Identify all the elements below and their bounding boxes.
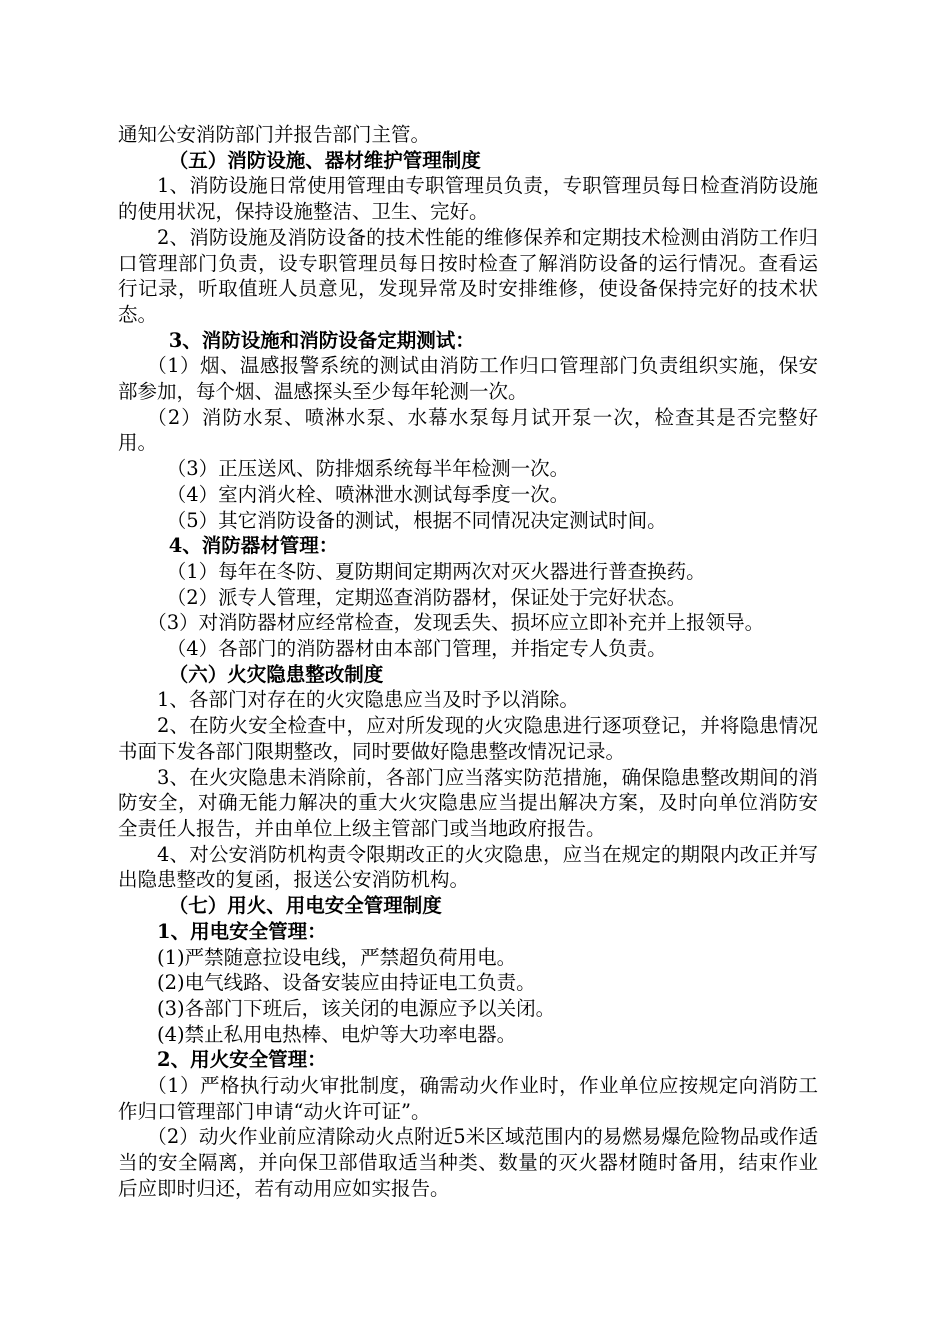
- subsection-heading: 4、消防器材管理：: [168, 534, 339, 558]
- list-item: （4）室内消火栓、喷淋泄水测试每季度一次。: [166, 482, 570, 506]
- section-heading-7: （七）用火、用电安全管理制度: [168, 894, 442, 918]
- list-item: (4)禁止私用电热棒、电炉等大功率电器。: [157, 1022, 517, 1046]
- paragraph: 3、在火灾隐患未消除前，各部门应当落实防范措施，确保隐患整改期间的消防安全，对确无能力解决的重大火灾隐患应当提出解决方案，及时向单位消防安全责任人报告，并由单位上级主管部门或当地政府报告。: [118, 765, 818, 840]
- paragraph-continuation: 通知公安消防部门并报告部门主管。: [118, 123, 431, 146]
- list-item: (1)严禁随意拉设电线，严禁超负荷用电。: [157, 945, 517, 969]
- subsection-heading: 3、消防设施和消防设备定期测试：: [168, 328, 475, 352]
- list-item: (2)电气线路、设备安装应由持证电工负责。: [157, 971, 536, 995]
- list-item: (3)各部门下班后，该关闭的电源应予以关闭。: [157, 996, 556, 1020]
- paragraph: 1、消防设施日常使用管理由专职管理员负责，专职管理员每日检查消防设施的使用状况，保持设施整洁、卫生、完好。: [118, 174, 818, 224]
- section-heading-5: （五）消防设施、器材维护管理制度: [168, 148, 481, 172]
- list-item: （3）对消防器材应经常检查，发现丢失、损坏应立即补充并上报领导。: [147, 611, 765, 635]
- document-body: [118, 122, 818, 1202]
- list-item: （1）烟、温感报警系统的测试由消防工作归口管理部门负责组织实施，保安部参加，每个烟、温感探头至少每年轮测一次。: [118, 354, 818, 404]
- list-item: （3）正压送风、防排烟系统每半年检测一次。: [166, 457, 570, 481]
- section-heading-6: （六）火灾隐患整改制度: [168, 662, 384, 686]
- list-item: （1）严格执行动火审批制度，确需动火作业时，作业单位应按规定向消防工作归口管理部门申请“动火许可证”。: [118, 1074, 818, 1123]
- list-item: （2）动火作业前应清除动火点附近5米区域范围内的易燃易爆危险物品或作适当的安全隔离，并向保卫部借取适当种类、数量的灭火器材随时备用，结束作业后应即时归还，若有动用应如实报告。: [118, 1125, 818, 1200]
- subsection-heading: 1、用电安全管理：: [157, 919, 327, 943]
- list-item: （2）消防水泵、喷淋水泵、水幕水泵每月试开泵一次，检查其是否完整好用。: [118, 405, 818, 455]
- paragraph: 1、各部门对存在的火灾隐患应当及时予以消除。: [157, 688, 579, 712]
- paragraph: 2、消防设施及消防设备的技术性能的维修保养和定期技术检测由消防工作归口管理部门负责，设专职管理员每日按时检查了解消防设备的运行情况。查看运行记录，听取值班人员意见，发现异常及时安排维修，使设备保持完好的技术状态。: [118, 225, 818, 326]
- list-item: （2）派专人管理，定期巡查消防器材，保证处于完好状态。: [166, 585, 687, 609]
- paragraph: 2、在防火安全检查中，应对所发现的火灾隐患进行逐项登记，并将隐患情况书面下发各部门限期整改，同时要做好隐患整改情况记录。: [118, 714, 818, 763]
- subsection-heading: 2、用火安全管理：: [157, 1048, 327, 1072]
- list-item: （1）每年在冬防、夏防期间定期两次对灭火器进行普查换药。: [166, 559, 706, 583]
- paragraph: 4、对公安消防机构责令限期改正的火灾隐患，应当在规定的期限内改正并写出隐患整改的复函，报送公安消防机构。: [118, 842, 818, 892]
- list-item: （4）各部门的消防器材由本部门管理，并指定专人负责。: [166, 637, 667, 661]
- list-item: （5）其它消防设备的测试，根据不同情况决定测试时间。: [166, 508, 667, 532]
